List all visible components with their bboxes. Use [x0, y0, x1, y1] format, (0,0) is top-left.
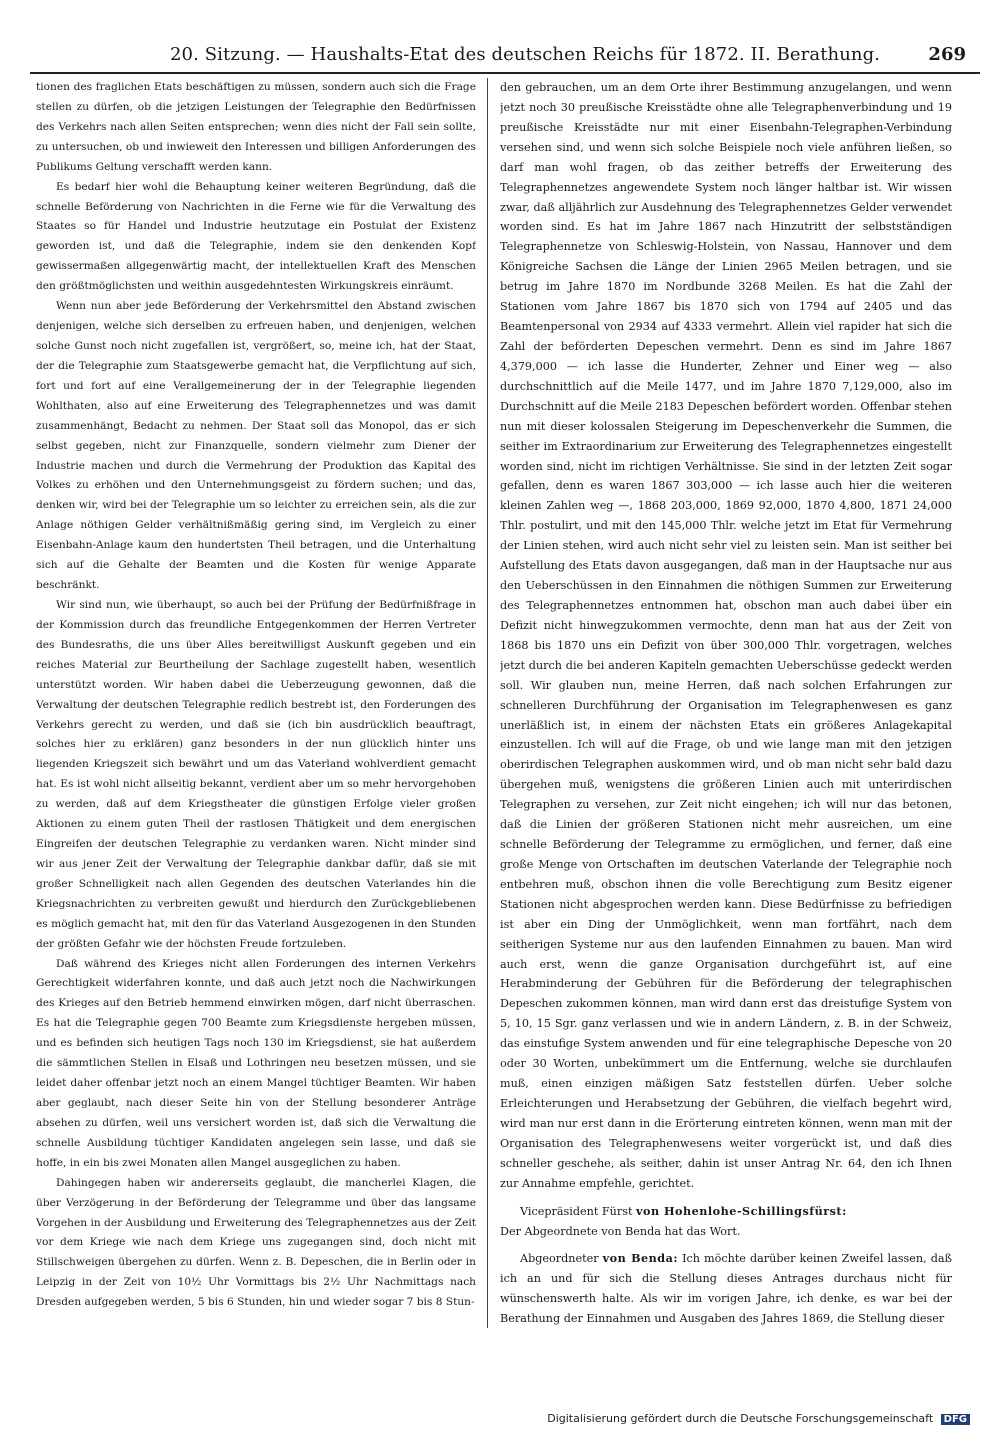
speaker-name: von Benda:	[602, 1251, 679, 1266]
speaker-paragraph	[500, 1249, 952, 1328]
page-number: 269	[928, 44, 966, 65]
credit-text: Digitalisierung gefördert durch die Deutsche Forschungsgemeinschaft	[547, 1412, 934, 1425]
speaker-statement: Der Abgeordnete von Benda hat das Wort.	[500, 1224, 741, 1238]
speaker-name: von Hohenlohe-Schillingsfürst:	[636, 1203, 847, 1218]
speaker-title: Vicepräsident Fürst	[520, 1204, 636, 1218]
paragraph: Daß während des Krieges nicht allen Forderungen des internen Verkehrs Gerechtigkeit widerfahren konnte, und daß auch jetzt noch die Nachwirkungen des Krieges auf den Betrieb hemmend einwirken mögen, darf nicht überraschen. Es hat die Telegraphie gegen 700 Beamte zum Kriegsdienste hergeben müssen, und es befinden sich heutigen Tags noch 130 im Kriegsdienst, sie hat außerdem die sämmtlichen Stellen in Elsaß und Lothringen neu besetzen müssen, und sie leidet daher offenbar jetzt noch an einem Mangel tüchtiger Beamten. Wir haben aber geglaubt, nach dieser Seite hin von der Stellung besonderer Anträge absehen zu dürfen, weil uns versichert worden ist, daß sich die Verwaltung die schnelle Ausbildung tüchtiger Kandidaten angelegen sein lasse, und daß sie hoffe, in ein bis zwei Monaten allen Mangel ausgeglichen zu haben.	[36, 957, 476, 1169]
spacer	[500, 1194, 952, 1202]
paragraph: tionen des fraglichen Etats beschäftigen zu müssen, sondern auch sich die Frage stellen zu dürfen, ob die jetzigen Leistungen der Telegraphie den Bedürfnissen des Verkehrs nach allen Seiten entsprechen; wenn dies nicht der Fall sein sollte, zu untersuchen, ob und inwieweit den Interessen und billigen Anforderungen des Publikums Geltung verschafft werden kann.	[36, 81, 476, 173]
header-rule	[30, 72, 980, 74]
paragraph: Es bedarf hier wohl die Behauptung keiner weiteren Begründung, daß die schnelle Beförderung von Nachrichten in die Ferne wie für die Verwaltung des Staates so für Handel und Industrie heutzutage ein Postulat der Existenz geworden ist, und daß die Telegraphie, indem sie den denkenden Kopf gewissermaßen allgegenwärtig macht, der intellektuellen Kraft des Menschen den größtmöglichsten und weithin ausgedehntesten Wirkungskreis einräumt.	[36, 180, 476, 293]
dfg-logo: DFG	[941, 1414, 970, 1425]
right-column	[500, 78, 952, 1328]
column-divider	[487, 78, 488, 1328]
page-header	[30, 44, 980, 74]
paragraph: Wir sind nun, wie überhaupt, so auch bei der Prüfung der Bedürfnißfrage in der Kommission durch das freundliche Entgegenkommen der Herren Vertreter des Bundesraths, die uns über Alles bereitwilligst Auskunft gegeben und ein reiches Material zur Beurtheilung der Sachlage zugestellt haben, wesentlich unterstützt worden. Wir haben dabei die Ueberzeugung gewonnen, daß die Verwaltung der deutschen Telegraphie redlich bestrebt ist, den Forderungen des Verkehrs gerecht zu werden, und daß sie (ich bin ausdrücklich beauftragt, solches hier zu erklären) ganz besonders in der nun glücklich hinter uns liegenden Kriegszeit sich bewährt und um das Vaterland wohlverdient gemacht hat. Es ist wohl nicht allseitig bekannt, verdient aber um so mehr hervorgehoben zu werden, daß auf dem Kriegstheater die günstigen Erfolge vieler großen Aktionen zu einem guten Theil der rastlosen Thätigkeit und dem energischen Eingreifen der deutschen Telegraphie zu verdanken waren. Nicht minder sind wir aus jener Zeit der Verwaltung der Telegraphie dankbar dafür, daß sie mit großer Schnelligkeit nach allen Gegenden des deutschen Vaterlandes hin die Kriegsnachrichten zu verbreiten gewußt und hierdurch den Zurückgebliebenen es möglich gemacht hat, mit den für das Vaterland Ausgezogenen in den Stunden der größten Gefahr wie der höchsten Freude fortzuleben.	[36, 598, 476, 950]
speech-text: Ich möchte darüber keinen Zweifel lassen, daß ich an und für sich die Stellung dieses Antrages durchaus nicht für wünschenswerth halte. Als wir im vorigen Jahre, ich denke, es war bei der Berathung der Einnahmen und Ausgaben des Jahres 1869, die Stellung dieser	[500, 1252, 952, 1326]
spacer	[500, 1241, 952, 1249]
paragraph: Wenn nun aber jede Beförderung der Verkehrsmittel den Abstand zwischen denjenigen, welche sich derselben zu erfreuen haben, und denjenigen, welchen solche Gunst noch nicht zugefallen ist, vergrößert, so, meine ich, hat der Staat, der die Telegraphie zum Staatsgewerbe gemacht hat, die Verpflichtung auf sich, fort und fort auf eine Verallgemeinerung der in der Telegraphie liegenden Wohlthaten, also auf eine Erweiterung des Telegraphennetzes und was damit zusammenhängt, Bedacht zu nehmen. Der Staat soll das Monopol, das er sich selbst gegeben, nicht zur Finanzquelle, sondern vielmehr zum Diener der Industrie machen und durch die Vermehrung der Produktion das Kapital des Volkes zu erhöhen und den Unternehmungsgeist zu fördern suchen; und das, denken wir, wird bei der Telegraphie um so leichter zu erreichen sein, als die zur Anlage nöthigen Gelder verhältnißmäßig gering sind, im Vergleich zu einer Eisenbahn-Anlage kaum den hundertsten Theil betragen, und die Unterhaltung sich auf die Gehalte der Beamten und die Kosten für wenige Apparate beschränkt.	[36, 300, 476, 592]
running-title: 20. Sitzung. — Haushalts-Etat des deutschen Reichs für 1872. II. Berathung.	[170, 44, 881, 65]
digitization-credit	[547, 1412, 970, 1425]
paragraph: Dahingegen haben wir andererseits geglaubt, die mancherlei Klagen, die über Verzögerung in der Beförderung der Telegramme und über das langsame Vorgehen in der Ausbildung und Erweiterung des Telegraphennetzes aus der Zeit vor dem Kriege wie nach dem Kriege uns zugegangen sind, doch nicht mit Stillschweigen übergehen zu dürfen. Wenn z. B. Depeschen, die in Berlin oder in Leipzig in der Zeit von 10½ Uhr Vormittags bis 2½ Uhr Nachmittags nach Dresden aufgegeben werden, 5 bis 6 Stunden, hin und wieder sogar 7 bis 8 Stun-	[36, 1176, 476, 1309]
speaker-title: Abgeordneter	[520, 1252, 603, 1266]
paragraph: den gebrauchen, um an dem Orte ihrer Bestimmung anzugelangen, und wenn jetzt noch 30 preußische Kreisstädte ohne alle Telegraphenverbindung und 19 preußische Kreisstädte nur mit einer Eisenbahn-Telegraphen-Verbindung versehen sind, und wenn sich solche Beispiele noch viele anführen ließen, so darf man wohl fragen, ob das zeither betreffs der Erweiterung des Telegraphennetzes angewendete System noch länger haltbar ist. Wir wissen zwar, daß alljährlich zur Ausdehnung des Telegraphennetzes Gelder verwendet worden sind. Es hat im Jahre 1867 nach Hinzutritt der selbstständigen Telegraphennetze von Schleswig-Holstein, von Nassau, Hannover und dem Königreiche Sachsen die Länge der Linien 2965 Meilen betragen, und sie betrug im Jahre 1870 im Nordbunde 3268 Meilen. Es hat die Zahl der Stationen vom Jahre 1867 bis 1870 sich von 1794 auf 2405 und das Beamtenpersonal von 2934 auf 4333 vermehrt. Allein viel rapider hat sich die Zahl der beförderten Depeschen vermehrt. Denn es sind im Jahre 1867 4,379,000 — ich lasse die Hunderter, Zehner und Einer weg — also durchschnittlich auf die Meile 1477, und im Jahre 1870 7,129,000, also im Durchschnitt auf die Meile 2183 Depeschen befördert worden. Offenbar stehen nun mit dieser kolossalen Steigerung im Depeschenverkehr die Summen, die seither im Extraordinarium zur Erweiterung des Telegraphennetzes eingestellt worden sind, nicht im richtigen Verhältnisse. Sie sind in der letzten Zeit sogar gefallen, denn es waren 1867 303,000 — ich lasse auch hier die weiteren kleinen Zahlen weg —, 1868 203,000, 1869 92,000, 1870 4,800, 1871 24,000 Thlr. postulirt, und mit den 145,000 Thlr. welche jetzt im Etat für Vermehrung der Linien stehen, wird auch nicht sehr viel zu leisten sein. Man ist seither bei Aufstellung des Etats davon ausgegangen, daß man in der Hauptsache nur aus den Ueberschüssen in den Einnahmen die nöthigen Summen zur Erweiterung des Telegraphennetzes entnommen hat, obschon man auch dabei über ein Defizit nicht hinwegzukommen vermochte, denn man hat aus der Zeit von 1868 bis 1870 uns ein Defizit von über 300,000 Thlr. vorgetragen, welches jetzt durch die bei anderen Kapiteln gemachten Ueberschüsse gedeckt werden soll. Wir glauben nun, meine Herren, daß nach solchen Erfahrungen zur schnelleren Durchführung der Organisation im Telegraphenwesen es ganz unerläßlich ist, in einem der nächsten Etats ein größeres Anlagekapital einzustellen. Ich will auf die Frage, ob und wie lange man mit den jetzigen oberirdischen Telegraphen auskommen wird, und ob man nicht sehr bald dazu übergehen muß, wenigstens die größeren Linien auch mit unterirdischen Telegraphen zu versehen, zur Zeit nicht eingehen; ich will nur das betonen, daß die Linien der größeren Stationen nicht mehr ausreichen, um eine schnelle Beförderung der Telegramme zu ermöglichen, und ferner, daß eine große Menge von Ortschaften im deutschen Vaterlande der Telegraphie noch entbehren muß, obschon ihnen die volle Berechtigung zum Besitz eigener Stationen nicht abgesprochen werden kann. Diese Bedürfnisse zu befriedigen ist aber ein Ding der Unmöglichkeit, wenn man fortfährt, nach dem seitherigen Systeme nur aus den laufenden Einnahmen zu bauen. Man wird auch erst, wenn die ganze Organisation durchgeführt ist, auf eine Herabminderung der Gebühren für die Beförderung der telegraphischen Depeschen zukommen können, man wird dann erst das dreistufige System von 5, 10, 15 Sgr. ganz verlassen und wie in andern Ländern, z. B. in der Schweiz, das einstufige System anwenden und für eine telegraphische Depesche von 20 oder 30 Worten, unbekümmert um die Entfernung, welche sie durchlaufen muß, einen einzigen mäßigen Satz feststellen dürfen. Ueber solche Erleichterungen und Herabsetzung der Gebühren, die vielfach begehrt wird, wird man nur erst dann in die Erörterung eintreten können, wenn man mit der Organisation des Telegraphenwesens weiter vorgerückt ist, und daß dies schneller geschehe, als seither, dahin ist unser Antrag Nr. 64, den ich Ihnen zur Annahme empfehle, gerichtet.	[500, 81, 952, 1190]
left-column	[36, 78, 476, 1328]
speaker-paragraph	[500, 1202, 952, 1222]
